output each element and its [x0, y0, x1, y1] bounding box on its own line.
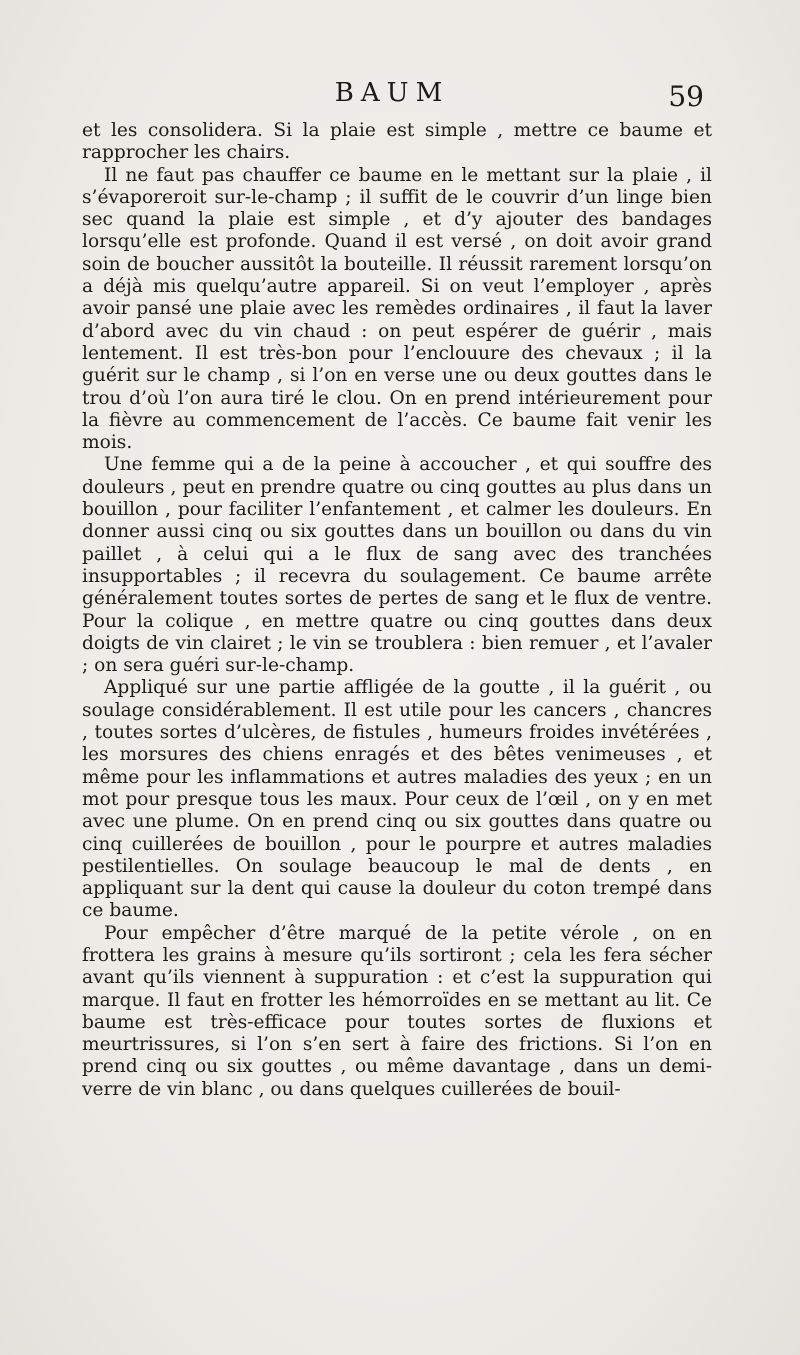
paragraph: Appliqué sur une partie affligée de la goutte , il la guérit , ou soulage considérablement. Il est utile pour les cancers , chancres , toutes sortes d’ulcères, de fistules , humeurs froides invétérées , les morsures des chiens enragés et des bêtes venimeuses , et même pour les inflammations et autres maladies des yeux ; en un mot pour presque tous les maux. Pour ceux de l’œil , on y en met avec une plume. On en prend cinq ou six gouttes dans quatre ou cinq cuillerées de bouillon , pour le pourpre et autres maladies pestilentielles. On soulage beaucoup le mal de dents , en appliquant sur la dent qui cause la douleur du coton trempé dans ce baume. — [82, 677, 712, 922]
paragraph: Il ne faut pas chauffer ce baume en le mettant sur la plaie , il s’évaporeroit sur-le-champ ; il suffit de le couvrir d’un linge bien sec quand la plaie est simple , et d’y ajouter des bandages lorsqu’elle est profonde. Quand il est versé , on doit avoir grand soin de boucher aussitôt la bouteille. Il réussit rarement lorsqu’on a déjà mis quelqu’autre appareil. Si on veut l’employer , après avoir pansé une plaie avec les remèdes ordinaires , il faut la laver d’abord avec du vin chaud : on peut espérer de guérir , mais lentement. Il est très-bon pour l’enclouure des chevaux ; il la guérit sur le champ , si l’on en verse une ou deux gouttes dans le trou d’où l’on aura tiré le clou. On en prend intérieurement pour la fièvre au commencement de l’accès. Ce baume fait venir les mois. — [82, 164, 712, 454]
running-head: BAUM — [334, 78, 450, 108]
page-header — [82, 78, 702, 118]
body-text — [82, 120, 712, 1101]
paragraph: et les consolidera. Si la plaie est simple , mettre ce baume et rapprocher les chairs. — [82, 120, 712, 164]
paragraph: Pour empêcher d’être marqué de la petite vérole , on en frottera les grains à mesure qu’ils sortiront ; cela les fera sécher avant qu’ils viennent à suppuration : et c’est la suppuration qui marque. Il faut en frotter les hémorroïdes en se mettant au lit. Ce baume est très-efficace pour toutes sortes de fluxions et meurtrissures, si l’on s’en sert à faire des frictions. Si l’on en prend cinq ou six gouttes , ou même davantage , dans un demi-verre de vin blanc , ou dans quelques cuillerées de bouil- — [82, 922, 712, 1100]
paragraph: Une femme qui a de la peine à accoucher , et qui souffre des douleurs , peut en prendre quatre ou cinq gouttes au plus dans un bouillon , pour faciliter l’enfantement , et calmer les douleurs. En donner aussi cinq ou six gouttes dans un bouillon ou dans du vin paillet , à celui qui a le flux de sang avec des tranchées insupportables ; il recevra du soulagement. Ce baume arrête généralement toutes sortes de pertes de sang et le flux de ventre. Pour la colique , en mettre quatre ou cinq gouttes dans deux doigts de vin clairet ; le vin se troublera : bien remuer , et l’avaler ; on sera guéri sur-le-champ. — [82, 454, 712, 677]
page-number: 59 — [668, 80, 704, 113]
